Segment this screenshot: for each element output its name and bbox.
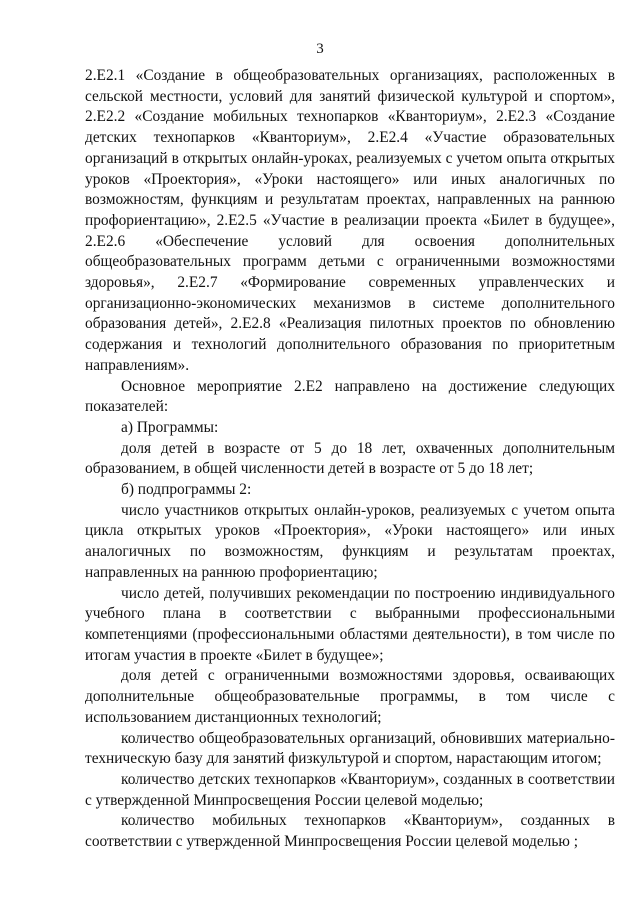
paragraph-program-heading: а) Программы: <box>121 418 219 436</box>
paragraph-indicator: доля детей с ограниченными возможностями здоровья, осваивающих дополнительные общеобразовательные программы, в том числе с использованием дистанционных технологий; <box>85 667 615 726</box>
paragraph-indicator: количество мобильных технопарков «Кванториум», созданных в соответствии с утвержденной Минпросвещения России целевой моделью ; <box>85 812 615 851</box>
paragraph-indicator: число детей, получивших рекомендации по построению индивидуального учебного плана в соответствии с выбранными профессиональными компетенциями (профессиональными областями деятельности), в том числе по итогам участия в проекте «Билет в будущее»; <box>85 584 615 664</box>
paragraph-events-list: 2.Е2.1 «Создание в общеобразовательных организациях, расположенных в сельской местности, условий для занятий физической культурой и спортом», 2.Е2.2 «Создание мобильных технопарков «Кванториум», 2.Е2.3 «Создание детских технопарков «Кванториум», 2.Е2.4 «Участие образовательных организаций в открытых онлайн-уроках, реализуемых с учетом опыта открытых уроков «Проектория», «Уроки настоящего» или иных аналогичных по возможностям, функциям и результатам проектах, направленных на раннюю профориентацию», 2.Е2.5 «Участие в реализации проекта «Билет в будущее», 2.Е2.6 «Обеспечение условий для освоения дополнительных общеобразовательных программ детьми с ограниченными возможностями здоровья», 2.Е2.7 «Формирование современных управленческих и организационно-экономических механизмов в системе дополнительного образования детей», 2.Е2.8 «Реализация пилотных проектов по обновлению содержания и технологий дополнительного образования по приоритетным направлениям». <box>85 67 615 374</box>
paragraph-indicator: количество общеобразовательных организаций, обновивших материально-техническую базу для занятий физкультурой и спортом, нарастающим итогом; <box>85 729 615 768</box>
paragraph-indicator: количество детских технопарков «Кванториум», созданных в соответствии с утвержденной Минпросвещения России целевой моделью; <box>85 770 615 809</box>
page-number: 3 <box>316 41 324 57</box>
paragraph-indicators-intro: Основное мероприятие 2.Е2 направлено на достижение следующих показателей: <box>85 377 615 416</box>
paragraph-indicator: число участников открытых онлайн-уроков, реализуемых с учетом опыта цикла открытых уроков «Проектория», «Уроки настоящего» или иных аналогичных по возможностям, функциям и результатам проектах, направленных на раннюю профориентацию; <box>85 501 615 581</box>
document-body <box>85 66 615 853</box>
paragraph-subprogram-heading: б) подпрограммы 2: <box>121 481 252 499</box>
paragraph-indicator: доля детей в возрасте от 5 до 18 лет, охваченных дополнительным образованием, в общей численности детей в возрасте от 5 до 18 лет; <box>85 439 615 478</box>
